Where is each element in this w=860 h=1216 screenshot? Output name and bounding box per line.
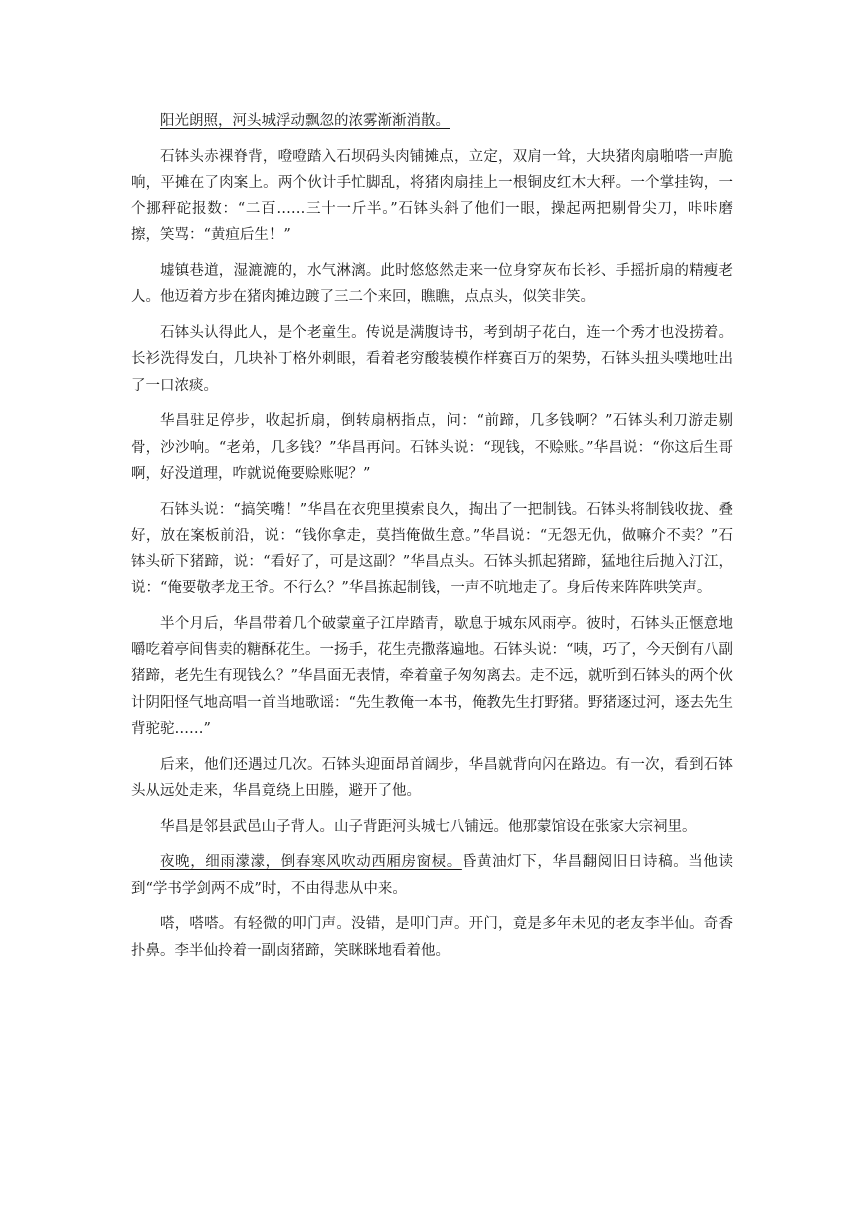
paragraph	[131, 408, 733, 487]
paragraph	[131, 911, 733, 963]
paragraph-text: 华昌是邻县武邑山子背人。山子背距河头城七八铺远。他那蒙馆设在张家大宗祠里。	[160, 818, 697, 835]
paragraph	[131, 258, 733, 310]
paragraph-text: 半个月后，华昌带着几个破蒙童子江岸踏青，歇息于城东风雨亭。彼时，石钵头正惬意地嚼吃着亭间售卖的糖酥花生。一扬手，花生壳撒落遍地。石钵头说：“咦，巧了，今天倒有八副猪蹄，老先生有现钱么？”华昌面无表情，牵着童子匆匆离去。走不远，就听到石钵头的两个伙计阴阳怪气地高唱一首当地歌谣：“先生教俺一本书，俺教先生打野猪。野猪逐过河，逐去先生背驼驼……”	[131, 616, 733, 737]
paragraph	[131, 814, 733, 840]
paragraph	[131, 752, 733, 804]
article-body	[131, 108, 733, 973]
underlined-sentence: 夜晚，细雨濛濛，倒春寒风吹动西厢房窗棂。	[160, 854, 462, 871]
paragraph-text: 墟镇巷道，湿漉漉的，水气淋漓。此时悠悠然走来一位身穿灰布长衫、手摇折扇的精瘦老人。他迈着方步在猪肉摊边踱了三二个来回，瞧瞧，点点头，似笑非笑。	[131, 263, 733, 306]
paragraph	[131, 497, 733, 602]
paragraph-text: 华昌驻足停步，收起折扇，倒转扇柄指点，问：“前蹄，几多钱啊？”石钵头利刀游走剔骨，沙沙响。“老弟，几多钱？”华昌再问。石钵头说：“现钱，不赊账。”华昌说：“你这后生哥啊，好没道理，咋就说俺要赊账呢？”	[131, 413, 733, 482]
paragraph	[131, 611, 733, 742]
paragraph-text: 石钵头认得此人，是个老童生。传说是满腹诗书，考到胡子花白，连一个秀才也没捞着。长衫洗得发白，几块补丁格外刺眼，看着老穷酸装模作样赛百万的架势，石钵头扭头噗地吐出了一口浓痰。	[131, 325, 733, 394]
paragraph	[131, 320, 733, 399]
paragraph-text: 嗒，嗒嗒。有轻微的叩门声。没错，是叩门声。开门，竟是多年未见的老友李半仙。奇香扑鼻。李半仙拎着一副卤猪蹄，笑眯眯地看着他。	[131, 916, 733, 959]
paragraph	[131, 108, 733, 134]
paragraph-text: 后来，他们还遇过几次。石钵头迎面昂首阔步，华昌就背向闪在路边。有一次，看到石钵头从远处走来，华昌竟绕上田塍，避开了他。	[131, 756, 733, 799]
paragraph-text: 昏黄油灯下，华昌翻阅旧日诗稿。当他读到“学书学剑两不成”时，不由得悲从中来。	[131, 854, 733, 897]
paragraph-text: 石钵头赤裸脊背，噔噔踏入石坝码头肉铺摊点，立定，双肩一耸，大块猪肉扇啪嗒一声脆响，平摊在了肉案上。两个伙计手忙脚乱，将猪肉扇挂上一根铜皮红木大秤。一个掌挂钩，一个挪秤砣报数：“二百……三十一斤半。”石钵头斜了他们一眼，操起两把剔骨尖刀，咔咔磨擦，笑骂：“黄疸后生！”	[131, 148, 733, 244]
paragraph	[131, 849, 733, 901]
paragraph	[131, 144, 733, 249]
underlined-sentence: 阳光朗照，河头城浮动飘忽的浓雾渐渐消散。	[160, 113, 450, 129]
paragraph-text: 石钵头说：“搞笑嘴！”华昌在衣兜里摸索良久，掏出了一把制钱。石钵头将制钱收拢、叠好，放在案板前沿，说：“钱你拿走，莫挡俺做生意。”华昌说：“无怨无仇，做嘛介不卖？”石钵头斫下猪蹄，说：“看好了，可是这副？”华昌点头。石钵头抓起猪蹄，猛地往后抛入汀江，说：“俺要敬孝龙王爷。不行么？”华昌拣起制钱，一声不吭地走了。身后传来阵阵哄笑声。	[131, 501, 733, 597]
